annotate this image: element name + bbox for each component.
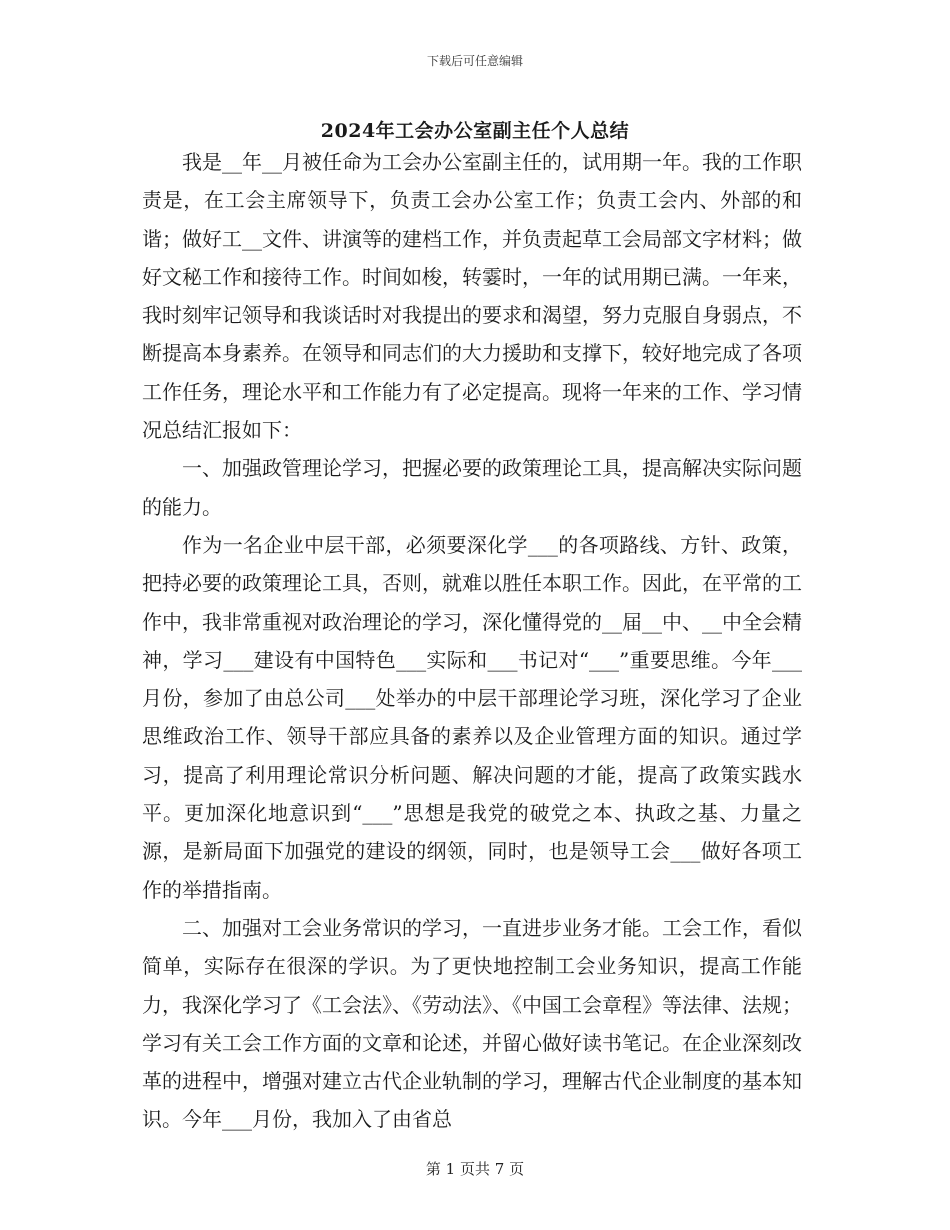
page-footer: 第 1 页共 7 页: [425, 1160, 525, 1178]
document-title: 2024年工会办公室副主任个人总结: [320, 120, 630, 142]
paragraph: 作为一名企业中层干部，必须要深化学___的各项路线、方针、政策，把持必要的政策理论工具，否则，就难以胜任本职工作。因此，在平常的工作中，我非常重视对政治理论的学习，深化懂得党的__届__中、__中全会精神，学习___建设有中国特色___实际和___书记对“___”重要思维。今年___月份，参加了由总公司___处举办的中层干部理论学习班，深化学习了企业思维政治工作、领导干部应具备的素养以及企业管理方面的知识。通过学习，提高了利用理论常识分析问题、解决问题的才能，提高了政策实践水平。更加深化地意识到“___”思想是我党的破党之本、执政之基、力量之源，是新局面下加强党的建设的纲领，同时，也是领导工会___做好各项工作的举措指南。: [142, 532, 802, 902]
paragraph: 我是__年__月被任命为工会办公室副主任的，试用期一年。我的工作职责是，在工会主席领导下，负责工会办公室工作；负责工会内、外部的和谐；做好工__文件、讲演等的建档工作，并负责起草工会局部文字材料；做好文秘工作和接待工作。时间如梭，转霎时，一年的试用期已满。一年来，我时刻牢记领导和我谈话时对我提出的要求和渴望，努力克服自身弱点，不断提高本身素养。在领导和同志们的大力援助和支撑下，较好地完成了各项工作任务，理论水平和工作能力有了必定提高。现将一年来的工作、学习情况总结汇报如下：: [142, 150, 802, 443]
paragraph: 二、加强对工会业务常识的学习，一直进步业务才能。工会工作，看似简单，实际存在很深的学识。为了更快地控制工会业务知识，提高工作能力，我深化学习了《工会法》、《劳动法》、《中国工会章程》等法律、法规；学习有关工会工作方面的文章和论述，并留心做好读书笔记。在企业深刻改革的进程中，增强对建立古代企业轨制的学习，理解古代企业制度的基本知识。今年___月份，我加入了由省总: [142, 915, 802, 1132]
page-header: 下载后可任意编辑: [426, 54, 523, 68]
document-body: [142, 143, 802, 1139]
paragraph: 一、加强政管理论学习，把握必要的政策理论工具，提高解决实际问题的能力。: [142, 456, 802, 519]
